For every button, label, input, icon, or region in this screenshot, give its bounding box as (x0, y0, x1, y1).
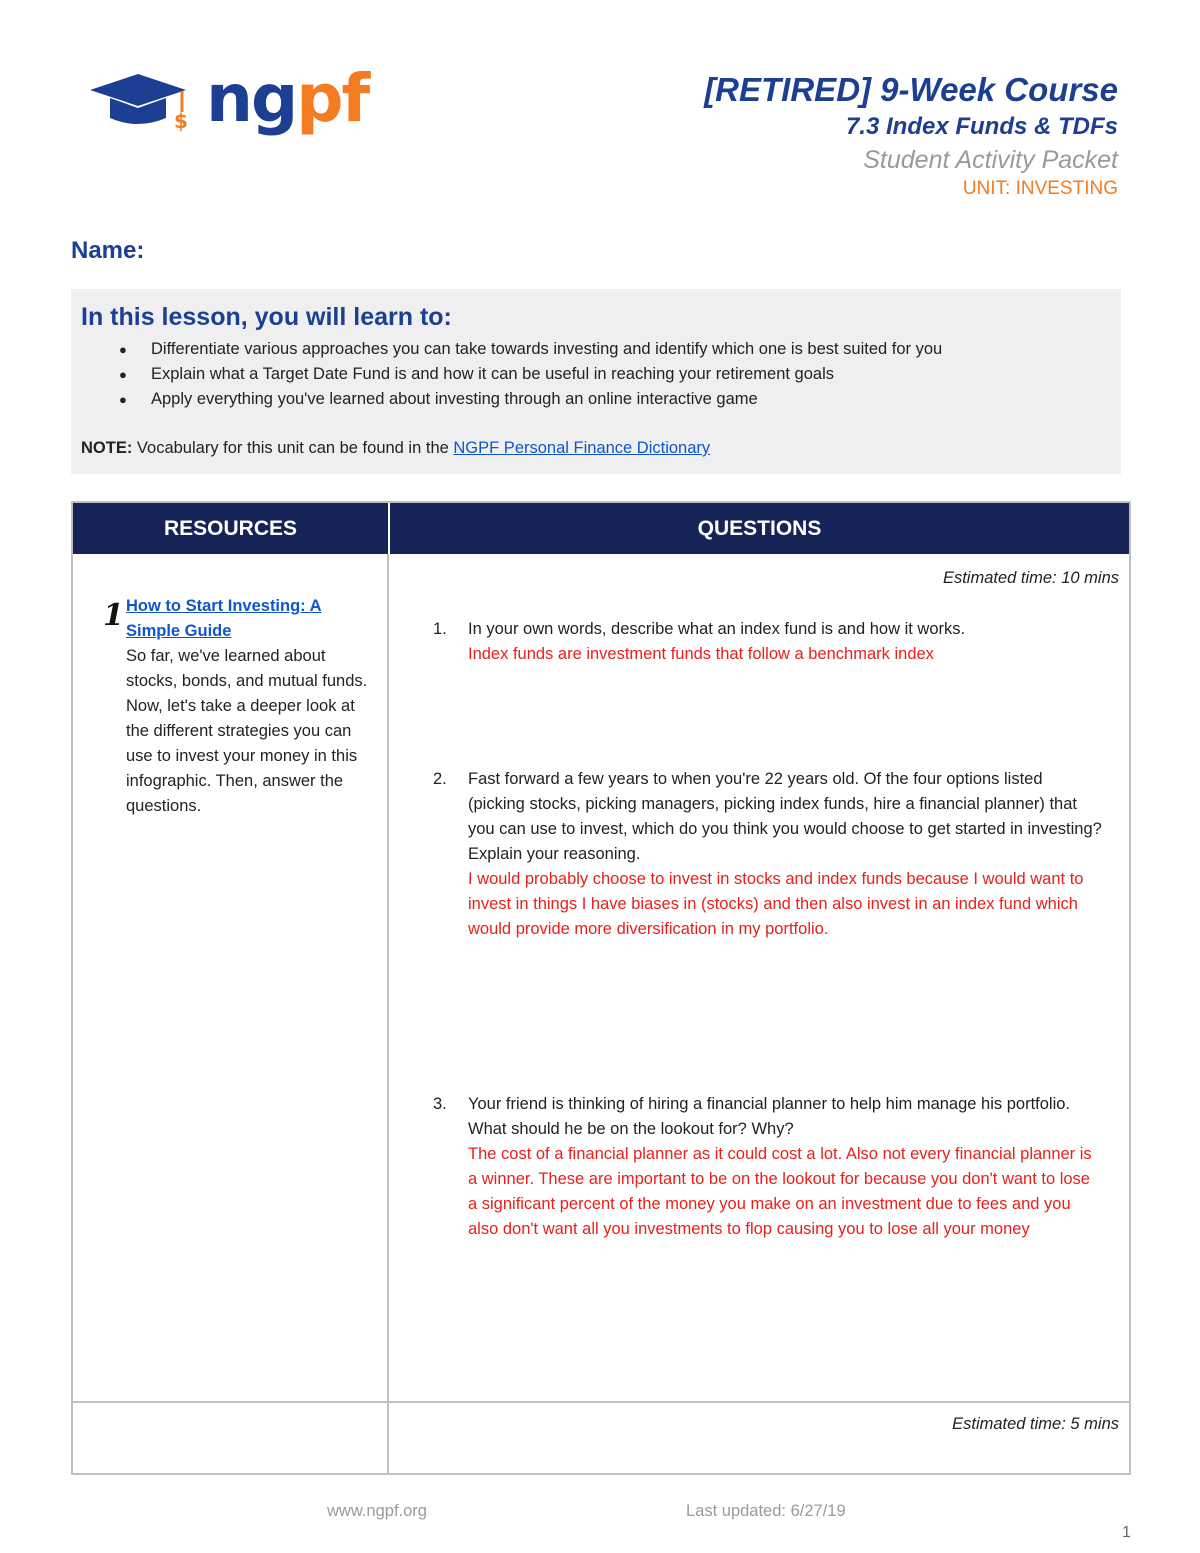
resources-questions-table (71, 501, 1131, 1475)
objectives-heading: In this lesson, you will learn to: (81, 303, 452, 331)
note-label: NOTE: (81, 439, 133, 457)
resources-header: RESOURCES (73, 503, 388, 554)
question-number: 3. (433, 1095, 447, 1113)
question-2 (433, 767, 1103, 942)
bullet-icon: ● (119, 367, 127, 382)
list-item: ● Apply everything you've learned about investing through an online interactive game (81, 387, 1111, 412)
objectives-list (81, 337, 1111, 412)
estimated-time: Estimated time: 5 mins (952, 1415, 1119, 1433)
answer-text[interactable]: I would probably choose to invest in stocks and index funds because I would want to invest in things I have biases in (stocks) and then also invest in an index fund which would provide more diversification in my portfolio. (468, 870, 1084, 938)
question-text: Your friend is thinking of hiring a financial planner to help him manage his portfolio. What should he be on the lookout for? Why? (468, 1095, 1071, 1138)
bullet-icon: ● (119, 392, 127, 407)
resource-description: So far, we've learned about stocks, bonds, and mutual funds. Now, let's take a deeper look at the different strategies you can use to invest your money in this infographic. Then, answer the questions. (126, 647, 368, 815)
question-1 (433, 617, 1103, 667)
list-item: ● Differentiate various approaches you can take towards investing and identify which one is best suited for you (81, 337, 1111, 362)
graduation-cap-icon (88, 68, 198, 138)
questions-cell-2 (389, 1403, 1129, 1475)
course-title: [RETIRED] 9-Week Course (704, 71, 1118, 108)
questions-cell (389, 554, 1129, 1401)
objectives-box (71, 289, 1121, 474)
logo-wordmark: ngpf (206, 60, 369, 137)
resource-cell (73, 554, 387, 1401)
footer-updated: Last updated: 6/27/19 (686, 1502, 846, 1520)
name-label: Name: (71, 237, 145, 264)
resource-link[interactable]: How to Start Investing: A Simple Guide (126, 597, 322, 640)
questions-header: QUESTIONS (390, 503, 1129, 554)
unit-label: UNIT: INVESTING (962, 178, 1118, 199)
dictionary-link[interactable]: NGPF Personal Finance Dictionary (453, 439, 711, 457)
question-3 (433, 1092, 1103, 1242)
bullet-icon: ● (119, 342, 127, 357)
answer-text[interactable]: Index funds are investment funds that follow a benchmark index (468, 645, 934, 663)
ngpf-logo (88, 60, 388, 138)
estimated-time: Estimated time: 10 mins (942, 569, 1119, 587)
resource-number: 1 (103, 598, 124, 633)
question-text: In your own words, describe what an index fund is and how it works. (468, 620, 966, 638)
packet-label: Student Activity Packet (863, 146, 1118, 174)
footer-url: www.ngpf.org (327, 1502, 427, 1520)
note-text: Vocabulary for this unit can be found in the (132, 439, 454, 457)
question-text: Fast forward a few years to when you're 22 years old. Of the four options listed (picking stocks, picking managers, picking index funds, hire a financial planner) that you can use to invest, which do you think you would choose to get started in investing? Explain your reasoning. (468, 770, 1102, 863)
page-number: 1 (1122, 1524, 1131, 1541)
vocabulary-note (81, 436, 1111, 460)
title-block (704, 70, 1118, 202)
question-number: 2. (433, 770, 447, 788)
resource-content (126, 594, 371, 819)
question-number: 1. (433, 620, 447, 638)
answer-text[interactable]: The cost of a financial planner as it could cost a lot. Also not every financial planner is a winner. These are important to be on the lookout for because you don't want to lose a significant percent of the money you make on an investment due to fees and you also don't want all you investments to flop causing you to lose all your money (468, 1145, 1092, 1238)
svg-text:$: $ (174, 109, 188, 133)
list-item: ● Explain what a Target Date Fund is and how it can be useful in reaching your retirement goals (81, 362, 1111, 387)
lesson-title: 7.3 Index Funds & TDFs (845, 113, 1118, 140)
